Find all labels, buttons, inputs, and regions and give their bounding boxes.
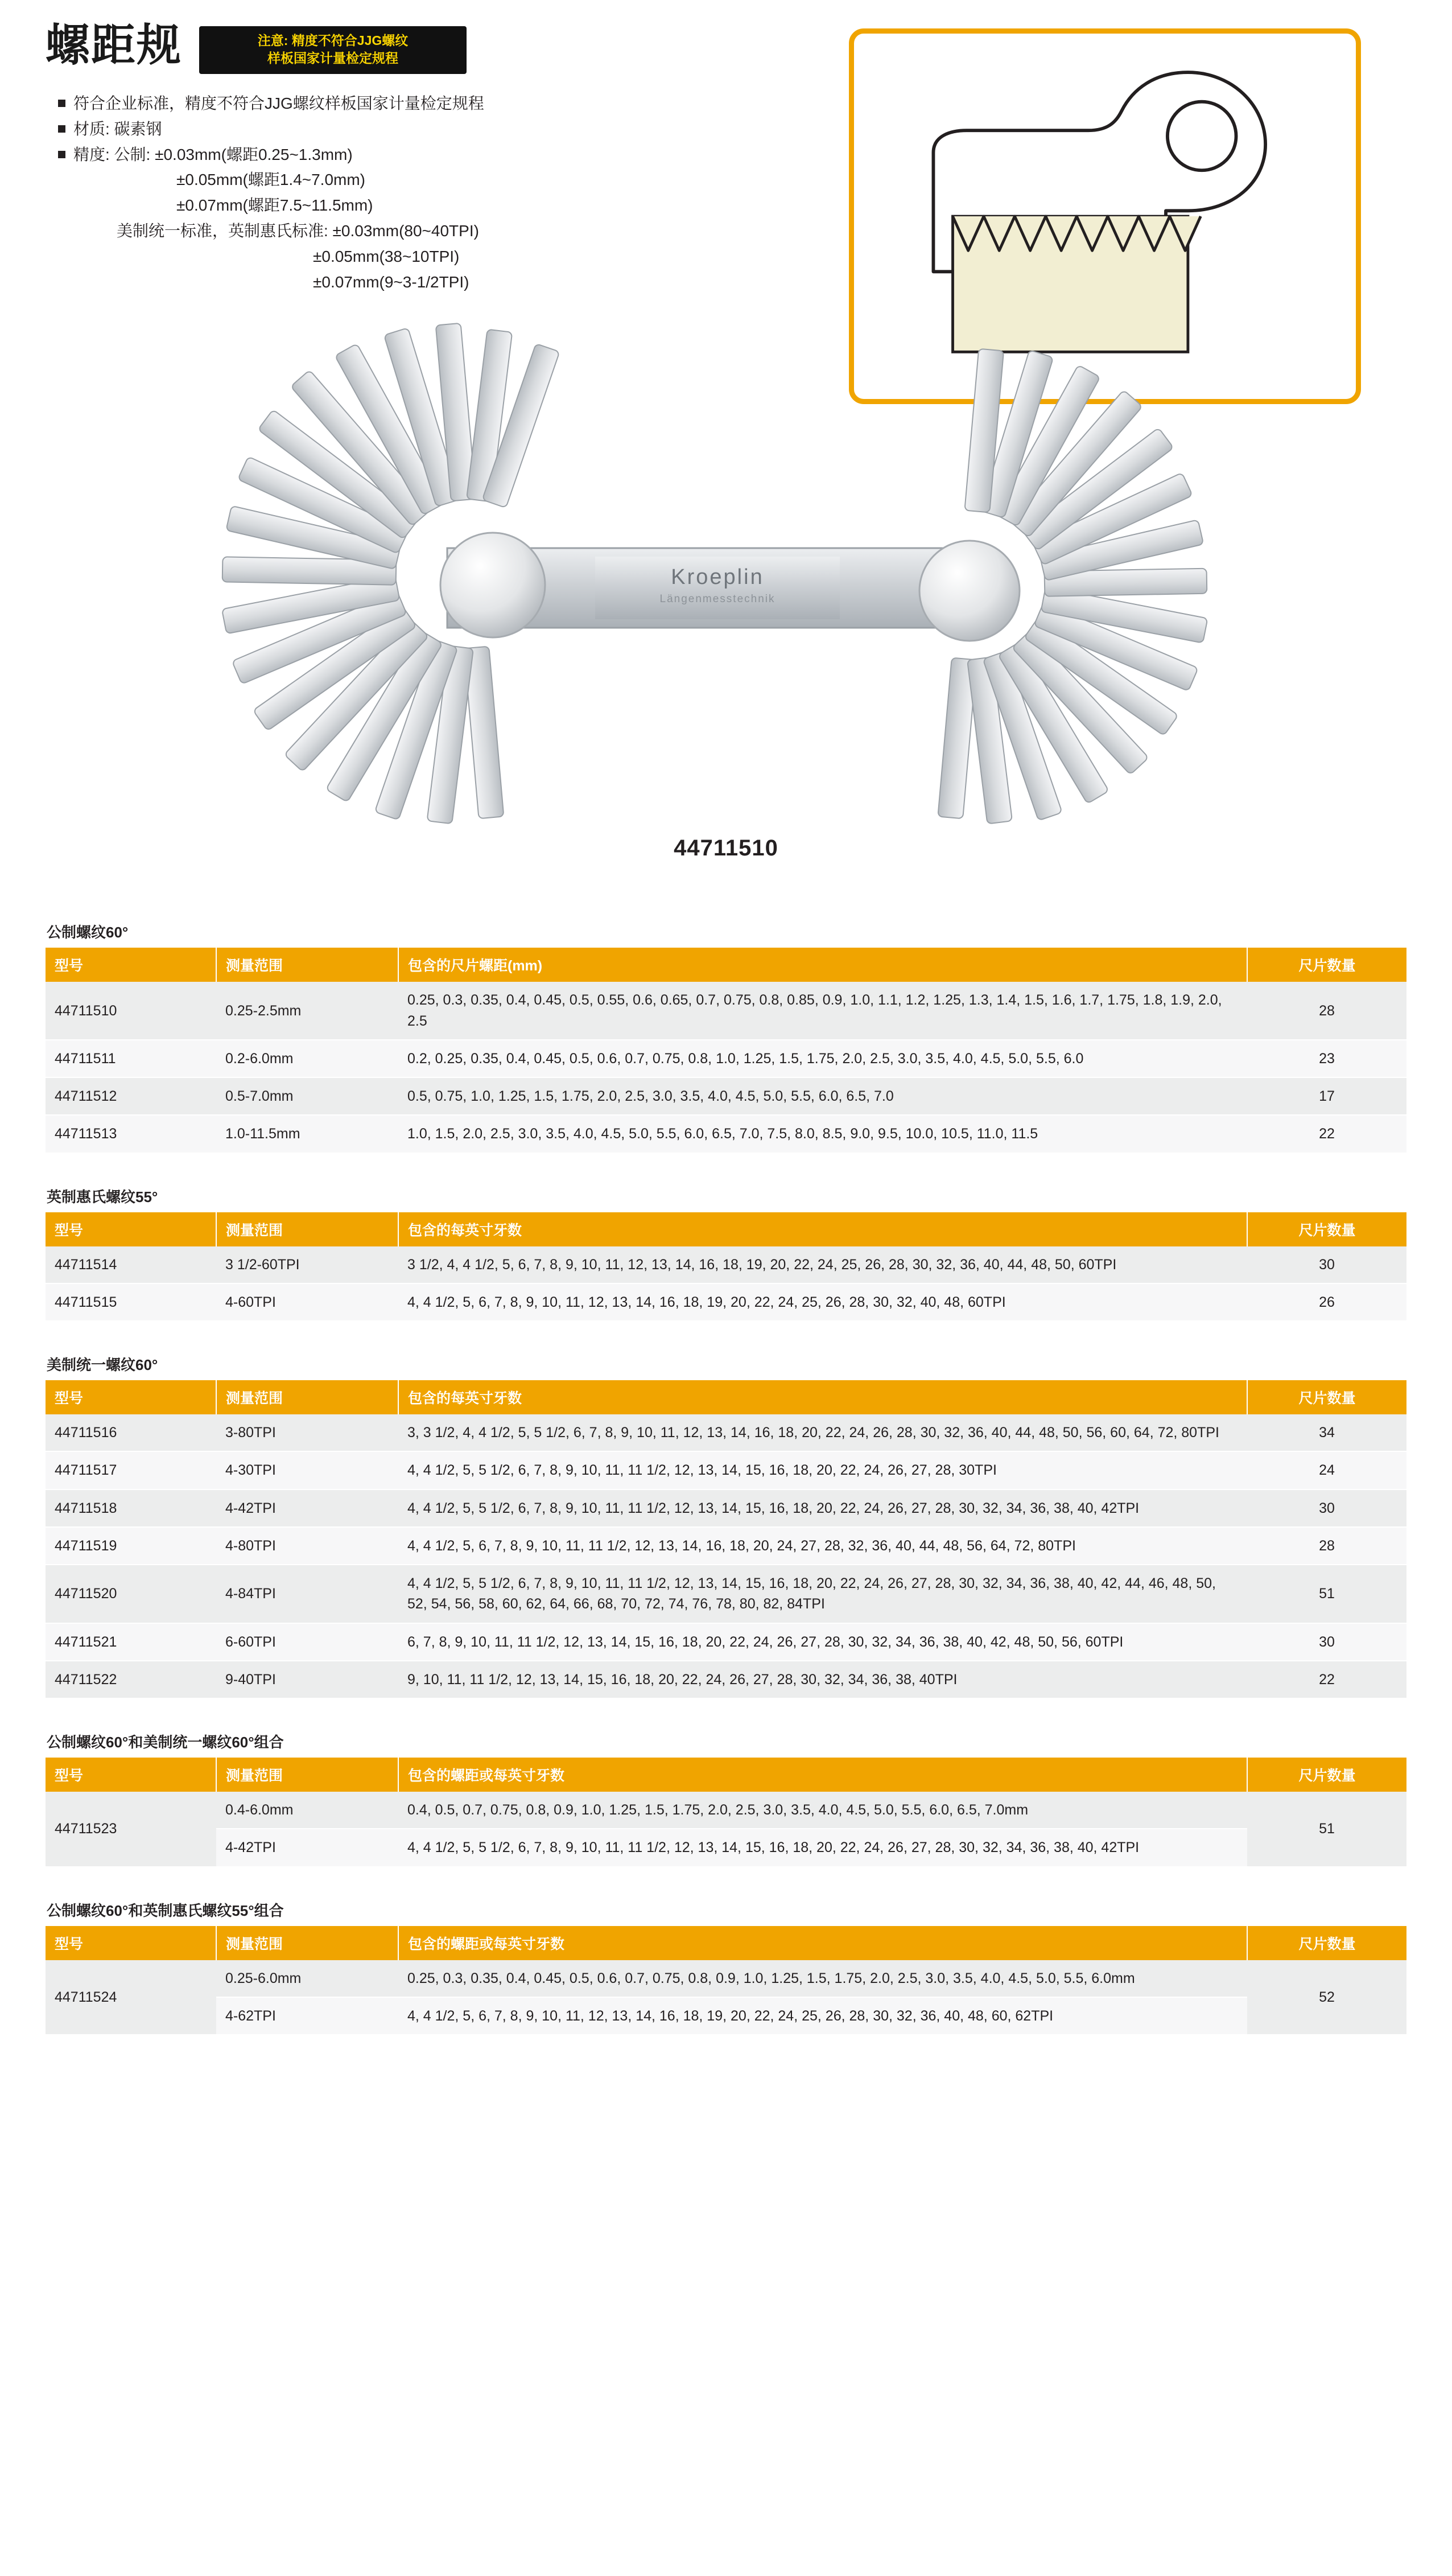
bullet-item [46, 91, 831, 117]
cell-range: 4-30TPI [216, 1451, 398, 1489]
product-photo [46, 318, 1406, 904]
table-row [46, 1792, 1406, 1829]
cell-range: 3 1/2-60TPI [216, 1246, 398, 1283]
column-header-model: 型号 [46, 1758, 216, 1792]
spec-line-us-1: ±0.05mm(38~10TPI) [313, 247, 460, 265]
bullet-square-icon [58, 100, 65, 107]
table-row [46, 1246, 1406, 1283]
cell-count: 51 [1247, 1792, 1406, 1867]
cell-count: 24 [1247, 1451, 1406, 1489]
cell-range: 0.4-6.0mm [216, 1792, 398, 1829]
cell-count: 28 [1247, 1527, 1406, 1565]
column-header-range: 测量范围 [216, 1212, 398, 1246]
table-row [46, 1040, 1406, 1077]
table-caption: 英制惠氏螺纹55° [47, 1188, 158, 1205]
cell-range: 4-42TPI [216, 1829, 398, 1866]
column-header-count: 尺片数量 [1247, 1926, 1406, 1960]
cell-model: 44711520 [46, 1565, 216, 1623]
cell-model: 44711523 [46, 1792, 216, 1867]
column-header-count: 尺片数量 [1247, 1380, 1406, 1414]
cell-pitches: 1.0, 1.5, 2.0, 2.5, 3.0, 3.5, 4.0, 4.5, 5.0, 5.5, 6.0, 6.5, 7.0, 7.5, 8.0, 8.5, 9.0, 9.5, 10.0, 10.5, 11.0, 11.5 [398, 1115, 1247, 1153]
page-title: 螺距规 [46, 20, 183, 70]
spec-line-metric-1: ±0.05mm(螺距1.4~7.0mm) [176, 171, 366, 189]
column-header-pitches: 包含的每英寸牙数 [398, 1212, 1247, 1246]
cell-range: 4-62TPI [216, 1997, 398, 2035]
spec-bullets [46, 91, 831, 295]
table-header-row [46, 1926, 1406, 1960]
table-row [46, 1077, 1406, 1115]
cell-range: 4-80TPI [216, 1527, 398, 1565]
cell-pitches: 0.25, 0.3, 0.35, 0.4, 0.45, 0.5, 0.6, 0.7, 0.75, 0.8, 0.9, 1.0, 1.25, 1.5, 1.75, 2.0, 2.5, 3.0, 3.5, 4.0, 4.5, 5.0, 5.5, 6.0mm [398, 1960, 1247, 1997]
cell-range: 4-42TPI [216, 1489, 398, 1527]
cell-range: 9-40TPI [216, 1661, 398, 1698]
cell-model: 44711517 [46, 1451, 216, 1489]
table-row [46, 982, 1406, 1040]
cell-range: 0.2-6.0mm [216, 1040, 398, 1077]
column-header-model: 型号 [46, 1926, 216, 1960]
column-header-range: 测量范围 [216, 948, 398, 982]
cell-range: 6-60TPI [216, 1623, 398, 1661]
cell-range: 4-84TPI [216, 1565, 398, 1623]
table-row [46, 1283, 1406, 1321]
table-caption: 美制统一螺纹60° [47, 1356, 158, 1374]
part-number: 44711510 [674, 836, 778, 861]
table-caption: 公制螺纹60° [47, 924, 129, 941]
cell-model: 44711524 [46, 1960, 216, 2035]
column-header-range: 测量范围 [216, 1380, 398, 1414]
cell-pitches: 3, 3 1/2, 4, 4 1/2, 5, 5 1/2, 6, 7, 8, 9, 10, 11, 12, 13, 14, 16, 18, 20, 22, 24, 26, 28, 30, 32, 36, 40, 44, 48, 50, 56, 60, 64, 72, 80TPI [398, 1414, 1247, 1451]
table-row [46, 1414, 1406, 1451]
cell-count: 30 [1247, 1246, 1406, 1283]
table-row [46, 1829, 1406, 1866]
warning-line-2: 样板国家计量检定规程 [267, 51, 399, 66]
cell-count: 30 [1247, 1623, 1406, 1661]
svg-text:Längenmesstechnik: Längenmesstechnik [659, 593, 776, 606]
cell-model: 44711510 [46, 982, 216, 1040]
cell-pitches: 9, 10, 11, 11 1/2, 12, 13, 14, 15, 16, 18, 20, 22, 24, 26, 27, 28, 30, 32, 34, 36, 38, 40TPI [398, 1661, 1247, 1698]
spec-table-combo [46, 1926, 1406, 2036]
cell-model: 44711511 [46, 1040, 216, 1077]
cell-pitches: 0.4, 0.5, 0.7, 0.75, 0.8, 0.9, 1.0, 1.25, 1.5, 1.75, 2.0, 2.5, 3.0, 3.5, 4.0, 4.5, 5.0, 5.5, 6.0, 6.5, 7.0mm [398, 1792, 1247, 1829]
svg-text:Kroeplin: Kroeplin [671, 565, 764, 590]
spec-line-metric-2: ±0.07mm(螺距7.5~11.5mm) [176, 196, 373, 215]
bullet-label: 精度: 公制: ±0.03mm(螺距0.25~1.3mm) [73, 145, 353, 163]
table-row [46, 1565, 1406, 1623]
cell-count: 17 [1247, 1077, 1406, 1115]
cell-count: 23 [1247, 1040, 1406, 1077]
bullet-item [46, 117, 831, 142]
cell-pitches: 4, 4 1/2, 5, 6, 7, 8, 9, 10, 11, 11 1/2, 12, 13, 14, 16, 18, 20, 24, 27, 28, 32, 36, 40, 44, 48, 56, 64, 72, 80TPI [398, 1527, 1247, 1565]
spec-tables-region [46, 921, 1406, 2050]
spec-table [46, 948, 1406, 1153]
spec-line-us-title: 美制统一标准，英制惠氏标准: ±0.03mm(80~40TPI) [117, 222, 479, 240]
header [46, 0, 1406, 295]
cell-pitches: 0.2, 0.25, 0.35, 0.4, 0.45, 0.5, 0.6, 0.7, 0.75, 0.8, 1.0, 1.25, 1.5, 1.75, 2.0, 2.5, 3.0, 3.5, 4.0, 4.5, 5.0, 5.5, 6.0 [398, 1040, 1247, 1077]
cell-range: 3-80TPI [216, 1414, 398, 1451]
cell-pitches: 4, 4 1/2, 5, 5 1/2, 6, 7, 8, 9, 10, 11, 11 1/2, 12, 13, 14, 15, 16, 18, 20, 22, 24, 26, 27, 28, 30, 32, 34, 36, 38, 40, 42TPI [398, 1829, 1247, 1866]
cell-model: 44711519 [46, 1527, 216, 1565]
cell-count: 52 [1247, 1960, 1406, 2035]
table-row [46, 1960, 1406, 1997]
cell-model: 44711514 [46, 1246, 216, 1283]
table-caption: 公制螺纹60°和美制统一螺纹60°组合 [47, 1734, 284, 1751]
cell-pitches: 4, 4 1/2, 5, 5 1/2, 6, 7, 8, 9, 10, 11, 11 1/2, 12, 13, 14, 15, 16, 18, 20, 22, 24, 26, 27, 28, 30, 32, 34, 36, 38, 40, 42TPI [398, 1489, 1247, 1527]
cell-range: 0.25-2.5mm [216, 982, 398, 1040]
column-header-model: 型号 [46, 948, 216, 982]
spec-table [46, 1212, 1406, 1322]
spec-table-combo [46, 1758, 1406, 1867]
cell-model: 44711521 [46, 1623, 216, 1661]
cell-model: 44711515 [46, 1283, 216, 1321]
table-header-row [46, 948, 1406, 982]
bullet-label: 材质: 碳素钢 [73, 120, 162, 138]
cell-pitches: 4, 4 1/2, 5, 6, 7, 8, 9, 10, 11, 12, 13, 14, 16, 18, 19, 20, 22, 24, 25, 26, 28, 30, 32, 40, 48, 60TPI [398, 1283, 1247, 1321]
cell-pitches: 0.5, 0.75, 1.0, 1.25, 1.5, 1.75, 2.0, 2.5, 3.0, 3.5, 4.0, 4.5, 5.0, 5.5, 6.0, 6.5, 7.0 [398, 1077, 1247, 1115]
warning-badge [199, 26, 467, 74]
cell-count: 22 [1247, 1661, 1406, 1698]
column-header-pitches: 包含的螺距或每英寸牙数 [398, 1926, 1247, 1960]
table-header-row [46, 1758, 1406, 1792]
cell-pitches: 4, 4 1/2, 5, 5 1/2, 6, 7, 8, 9, 10, 11, 11 1/2, 12, 13, 14, 15, 16, 18, 20, 22, 24, 26, 27, 28, 30TPI [398, 1451, 1247, 1489]
warning-line-1: 注意: 精度不符合JJG螺纹 [257, 33, 409, 48]
cell-pitches: 3 1/2, 4, 4 1/2, 5, 6, 7, 8, 9, 10, 11, 12, 13, 14, 16, 18, 19, 20, 22, 24, 25, 26, 28, 30, 32, 36, 40, 44, 48, 50, 60TPI [398, 1246, 1247, 1283]
cell-model: 44711522 [46, 1661, 216, 1698]
cell-model: 44711512 [46, 1077, 216, 1115]
table-caption: 公制螺纹60°和英制惠氏螺纹55°组合 [47, 1902, 284, 1919]
header-text-block [46, 20, 831, 295]
bullet-square-icon [58, 151, 65, 158]
bullet-label: 符合企业标准，精度不符合JJG螺纹样板国家计量检定规程 [73, 94, 484, 113]
cell-pitches: 4, 4 1/2, 5, 5 1/2, 6, 7, 8, 9, 10, 11, 11 1/2, 12, 13, 14, 15, 16, 18, 20, 22, 24, 26, 27, 28, 30, 32, 34, 36, 38, 40, 42, 44, 46, 48, 50, 52, 54, 56, 58, 60, 62, 64, 66, 68, 70, 72, 74, 76, 78, 80, 82, 84TPI [398, 1565, 1247, 1623]
column-header-model: 型号 [46, 1380, 216, 1414]
table-row [46, 1623, 1406, 1661]
cell-count: 34 [1247, 1414, 1406, 1451]
table-header-row [46, 1380, 1406, 1414]
cell-range: 1.0-11.5mm [216, 1115, 398, 1153]
cell-count: 51 [1247, 1565, 1406, 1623]
column-header-count: 尺片数量 [1247, 1758, 1406, 1792]
cell-count: 26 [1247, 1283, 1406, 1321]
cell-count: 28 [1247, 982, 1406, 1040]
cell-count: 30 [1247, 1489, 1406, 1527]
column-header-pitches: 包含的螺距或每英寸牙数 [398, 1758, 1247, 1792]
column-header-pitches: 包含的每英寸牙数 [398, 1380, 1247, 1414]
spec-line-us-2: ±0.07mm(9~3-1/2TPI) [313, 273, 469, 291]
bullet-square-icon [58, 125, 65, 133]
cell-pitches: 0.25, 0.3, 0.35, 0.4, 0.45, 0.5, 0.55, 0.6, 0.65, 0.7, 0.75, 0.8, 0.85, 0.9, 1.0, 1.1, 1.2, 1.25, 1.3, 1.4, 1.5, 1.6, 1.7, 1.75, 1.8, 1.9, 2.0, 2.5 [398, 982, 1247, 1040]
column-header-pitches: 包含的尺片螺距(mm) [398, 948, 1247, 982]
cell-model: 44711516 [46, 1414, 216, 1451]
table-row [46, 1489, 1406, 1527]
cell-count: 22 [1247, 1115, 1406, 1153]
cell-model: 44711513 [46, 1115, 216, 1153]
spec-table [46, 1380, 1406, 1699]
cell-pitches: 4, 4 1/2, 5, 6, 7, 8, 9, 10, 11, 12, 13, 14, 16, 18, 19, 20, 22, 24, 25, 26, 28, 30, 32, 36, 40, 48, 60, 62TPI [398, 1997, 1247, 2035]
column-header-count: 尺片数量 [1247, 948, 1406, 982]
cell-model: 44711518 [46, 1489, 216, 1527]
column-header-model: 型号 [46, 1212, 216, 1246]
table-row [46, 1997, 1406, 2035]
column-header-range: 测量范围 [216, 1758, 398, 1792]
column-header-count: 尺片数量 [1247, 1212, 1406, 1246]
cell-range: 0.5-7.0mm [216, 1077, 398, 1115]
bullet-item [46, 142, 831, 168]
table-row [46, 1527, 1406, 1565]
table-header-row [46, 1212, 1406, 1246]
cell-pitches: 6, 7, 8, 9, 10, 11, 11 1/2, 12, 13, 14, 15, 16, 18, 20, 22, 24, 26, 27, 28, 30, 32, 34, 36, 38, 40, 42, 48, 50, 56, 60TPI [398, 1623, 1247, 1661]
table-row [46, 1451, 1406, 1489]
cell-range: 0.25-6.0mm [216, 1960, 398, 1997]
table-row [46, 1661, 1406, 1698]
table-row [46, 1115, 1406, 1153]
cell-range: 4-60TPI [216, 1283, 398, 1321]
column-header-range: 测量范围 [216, 1926, 398, 1960]
